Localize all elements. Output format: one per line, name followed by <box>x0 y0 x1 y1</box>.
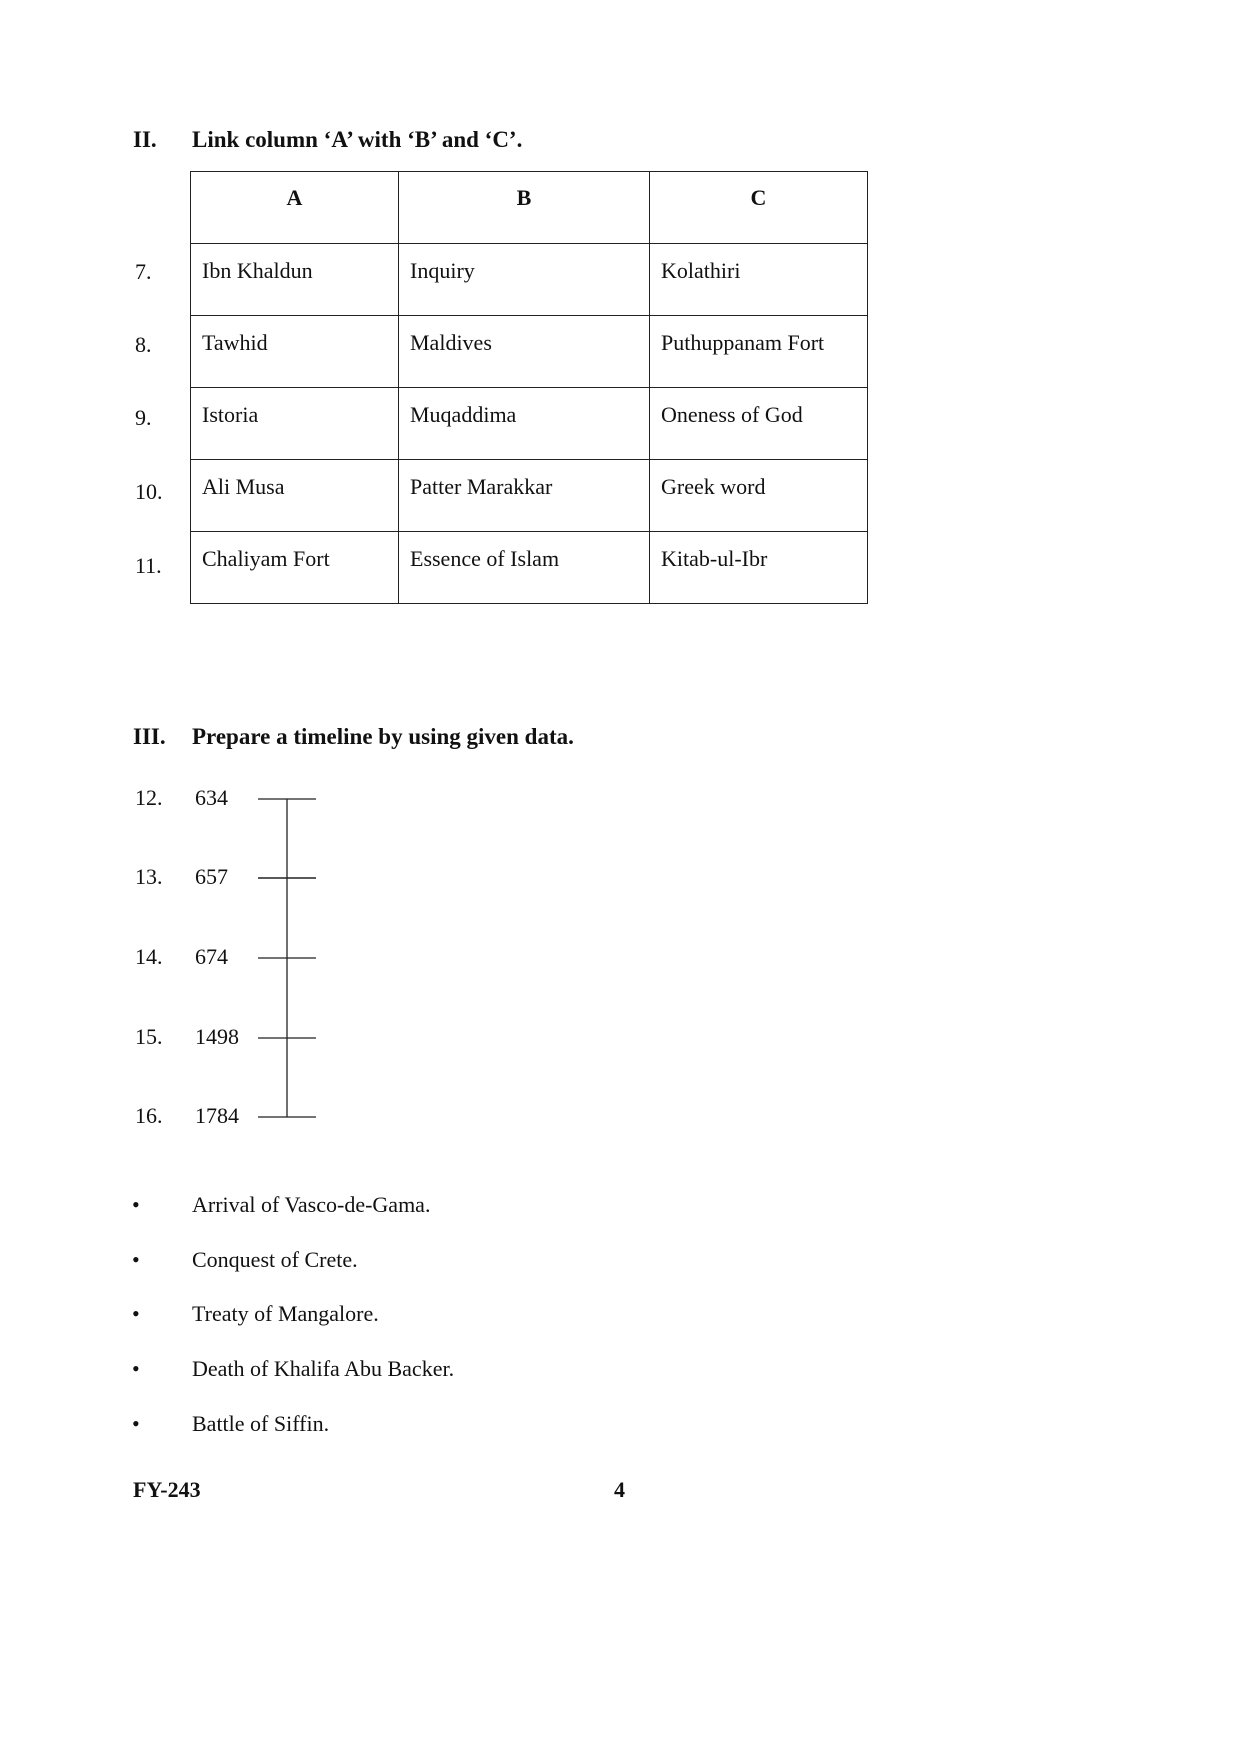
cell-c: Kitab-ul-Ibr <box>650 532 868 604</box>
link-columns-table <box>190 171 868 604</box>
paper-code: FY-243 <box>133 1477 201 1502</box>
timeline-diagram <box>250 790 320 1130</box>
page-number: 4 <box>614 1477 625 1502</box>
table-header-row <box>191 172 868 244</box>
column-header-a: A <box>191 172 399 244</box>
cell-c: Oneness of God <box>650 388 868 460</box>
table-row <box>191 244 868 316</box>
bullet-icon: • <box>132 1247 140 1272</box>
timeline-year: 634 <box>195 785 228 810</box>
bullet-icon: • <box>132 1192 140 1217</box>
table-row <box>191 388 868 460</box>
event-item: Battle of Siffin. <box>192 1411 330 1436</box>
cell-a: Ibn Khaldun <box>191 244 399 316</box>
event-item: Treaty of Mangalore. <box>192 1301 379 1326</box>
bullet-icon: • <box>132 1411 140 1436</box>
section-3-title: Prepare a timeline by using given data. <box>192 724 574 749</box>
cell-b: Maldives <box>399 316 650 388</box>
cell-b: Muqaddima <box>399 388 650 460</box>
cell-b: Patter Marakkar <box>399 460 650 532</box>
event-item: Conquest of Crete. <box>192 1247 358 1272</box>
timeline-number: 12. <box>135 785 163 810</box>
timeline-number: 14. <box>135 944 163 969</box>
column-header-c: C <box>650 172 868 244</box>
cell-a: Tawhid <box>191 316 399 388</box>
cell-b: Inquiry <box>399 244 650 316</box>
table-row <box>191 532 868 604</box>
timeline-year: 1498 <box>195 1024 239 1049</box>
timeline-year: 657 <box>195 864 228 889</box>
event-item: Arrival of Vasco-de-Gama. <box>192 1192 431 1217</box>
timeline-year: 674 <box>195 944 228 969</box>
question-number: 8. <box>135 332 152 357</box>
cell-c: Greek word <box>650 460 868 532</box>
bullet-icon: • <box>132 1301 140 1326</box>
table-row <box>191 316 868 388</box>
cell-a: Chaliyam Fort <box>191 532 399 604</box>
timeline-year: 1784 <box>195 1103 239 1128</box>
question-number: 9. <box>135 405 152 430</box>
table-row <box>191 460 868 532</box>
section-2-title: Link column ‘A’ with ‘B’ and ‘C’. <box>192 127 523 152</box>
bullet-icon: • <box>132 1356 140 1381</box>
timeline-number: 16. <box>135 1103 163 1128</box>
section-2-number: II. <box>133 127 157 152</box>
section-3-number: III. <box>133 724 166 749</box>
timeline-number: 15. <box>135 1024 163 1049</box>
column-header-b: B <box>399 172 650 244</box>
question-number: 7. <box>135 259 152 284</box>
question-number: 11. <box>135 553 162 578</box>
cell-a: Ali Musa <box>191 460 399 532</box>
question-number: 10. <box>135 479 163 504</box>
event-item: Death of Khalifa Abu Backer. <box>192 1356 455 1381</box>
cell-b: Essence of Islam <box>399 532 650 604</box>
cell-c: Puthuppanam Fort <box>650 316 868 388</box>
cell-c: Kolathiri <box>650 244 868 316</box>
timeline-number: 13. <box>135 864 163 889</box>
cell-a: Istoria <box>191 388 399 460</box>
